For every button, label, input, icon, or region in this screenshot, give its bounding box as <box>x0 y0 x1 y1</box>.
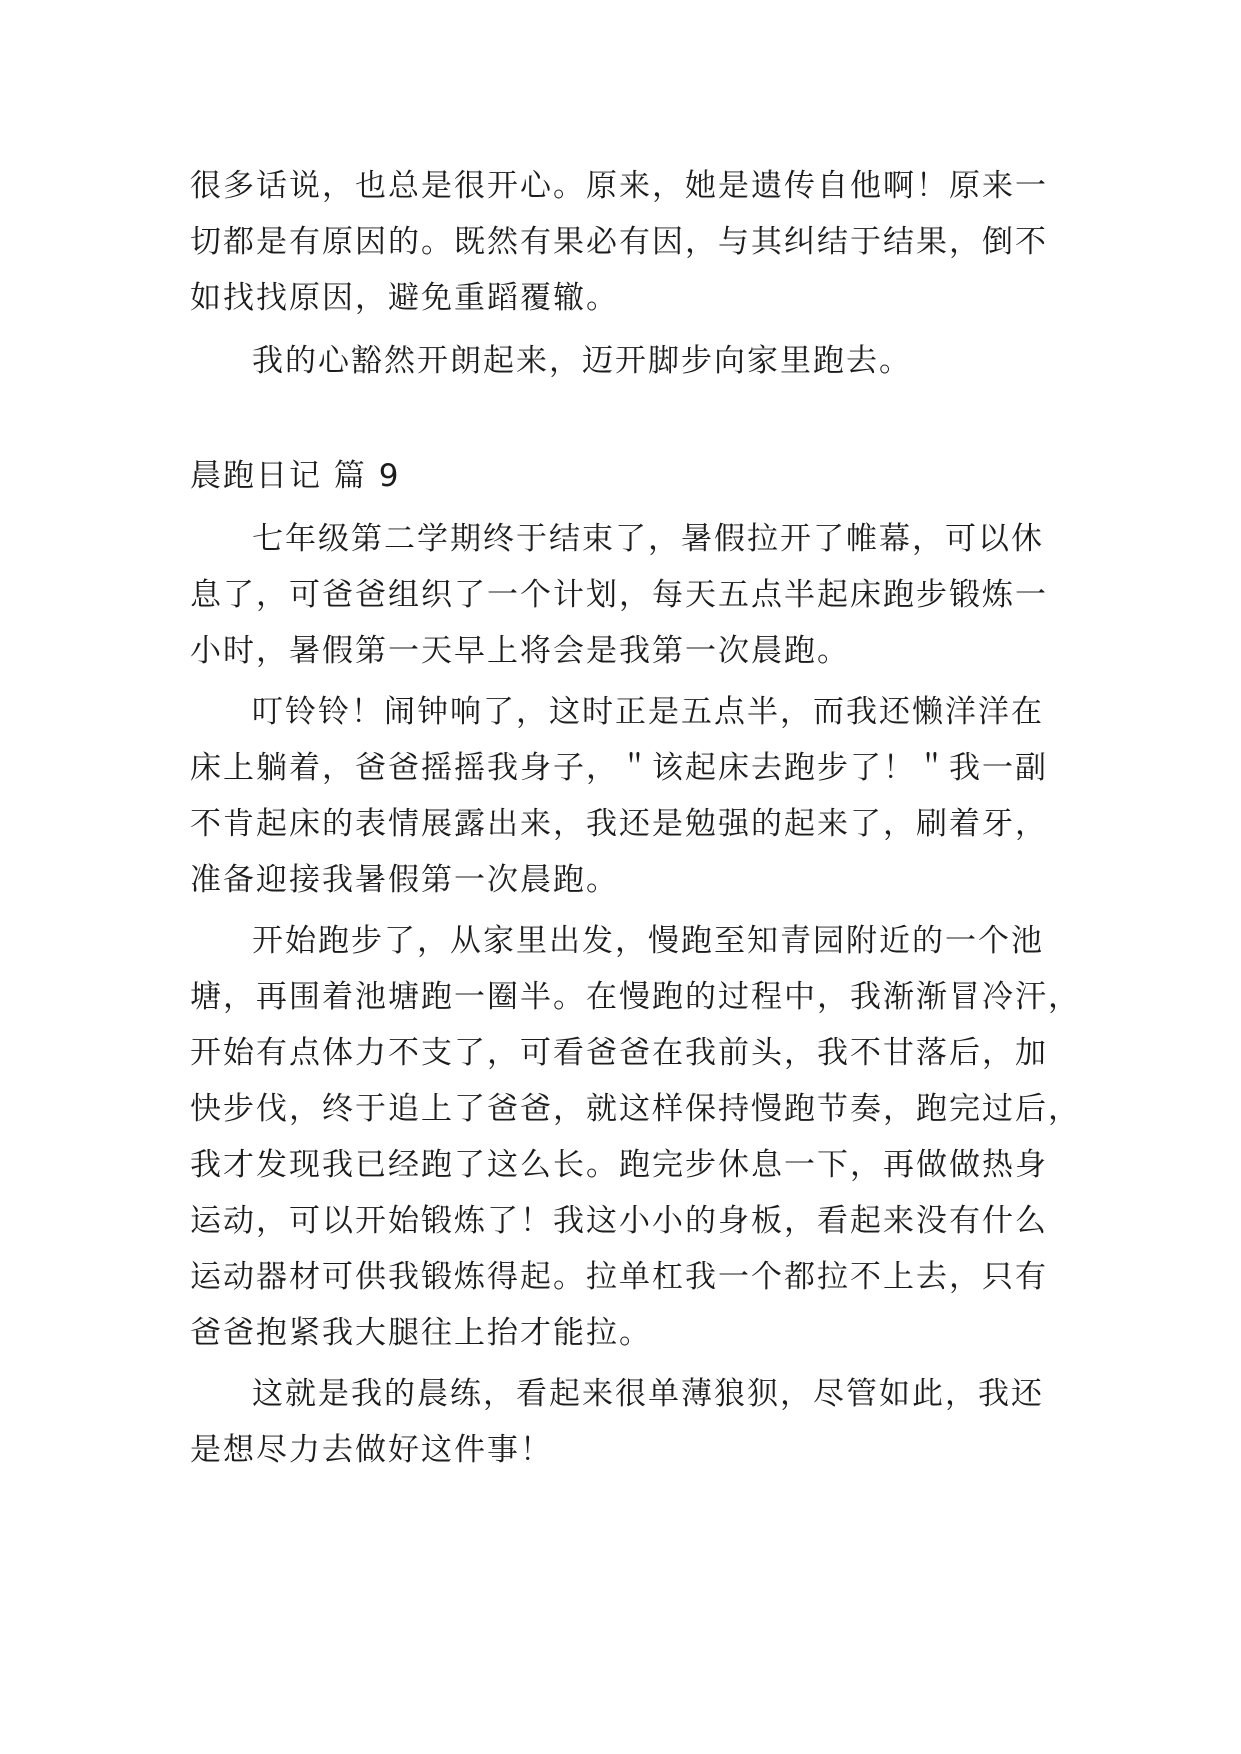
text-line: 塘，再围着池塘跑一圈半。在慢跑的过程中，我渐渐冒冷汗， <box>190 979 1081 1015</box>
text-line: 运动，可以开始锻炼了！我这小小的身板，看起来没有什么 <box>190 1203 1048 1239</box>
text-line: 息了，可爸爸组织了一个计划，每天五点半起床跑步锻炼一 <box>190 577 1048 613</box>
text-line: 是想尽力去做好这件事！ <box>190 1432 553 1468</box>
text-line: 小时，暑假第一天早上将会是我第一次晨跑。 <box>190 633 850 669</box>
text-line: 如找找原因，避免重蹈覆辙。 <box>190 280 619 316</box>
text-line: 我才发现我已经跑了这么长。跑完步休息一下，再做做热身 <box>190 1147 1048 1183</box>
text-line: 我的心豁然开朗起来，迈开脚步向家里跑去。 <box>252 343 912 379</box>
text-line: 爸爸抱紧我大腿往上抬才能拉。 <box>190 1315 652 1351</box>
text-line: 准备迎接我暑假第一次晨跑。 <box>190 862 619 898</box>
text-line: 很多话说，也总是很开心。原来，她是遗传自他啊！原来一 <box>190 168 1048 204</box>
text-line: 这就是我的晨练，看起来很单薄狼狈，尽管如此，我还 <box>252 1376 1044 1412</box>
text-line: 七年级第二学期终于结束了，暑假拉开了帷幕，可以休 <box>252 521 1044 557</box>
section-heading: 晨跑日记 篇 9 <box>190 458 401 494</box>
text-line: 开始跑步了，从家里出发，慢跑至知青园附近的一个池 <box>252 923 1044 959</box>
text-line: 不肯起床的表情展露出来，我还是勉强的起来了，刷着牙， <box>190 806 1048 842</box>
text-line: 叮铃铃！闹钟响了，这时正是五点半，而我还懒洋洋在 <box>252 694 1044 730</box>
text-line: 快步伐，终于追上了爸爸，就这样保持慢跑节奏，跑完过后， <box>190 1091 1081 1127</box>
text-line: 开始有点体力不支了，可看爸爸在我前头，我不甘落后，加 <box>190 1035 1048 1071</box>
text-line: 切都是有原因的。既然有果必有因，与其纠结于结果，倒不 <box>190 224 1048 260</box>
text-line: 床上躺着，爸爸摇摇我身子，＂该起床去跑步了！＂我一副 <box>190 750 1048 786</box>
text-line: 运动器材可供我锻炼得起。拉单杠我一个都拉不上去，只有 <box>190 1259 1048 1295</box>
